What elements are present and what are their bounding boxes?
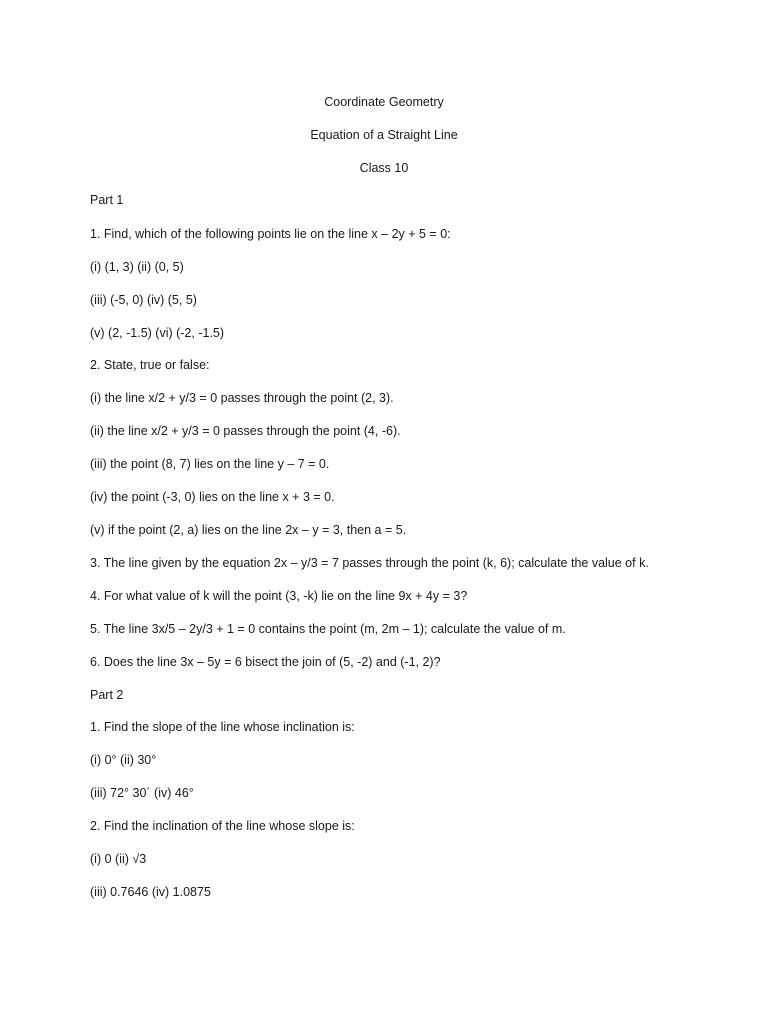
statement-item: (iii) the point (8, 7) lies on the line y – 7 = 0. [90,457,330,471]
statement-item: (v) if the point (2, a) lies on the line 2x – y = 3, then a = 5. [90,523,407,537]
question-options: (iii) 0.7646 (iv) 1.0875 [90,885,211,899]
question-options: (i) 0 (ii) √3 [90,852,147,866]
statement-item: (ii) the line x/2 + y/3 = 0 passes through the point (4, -6). [90,424,401,438]
question-text: 4. For what value of k will the point (3, -k) lie on the line 9x + 4y = 3? [90,589,468,603]
question-options: (i) 0° (ii) 30° [90,753,157,767]
question-text: 3. The line given by the equation 2x – y/3 = 7 passes through the point (k, 6); calculate the value of k. [90,556,649,570]
question-options: (v) (2, -1.5) (vi) (-2, -1.5) [90,326,225,340]
question-options: (iii) (-5, 0) (iv) (5, 5) [90,293,197,307]
question-text: 1. Find, which of the following points lie on the line x – 2y + 5 = 0: [90,227,451,241]
question-options: (iii) 72° 30´ (iv) 46° [90,786,194,800]
question-text: 2. Find the inclination of the line whose slope is: [90,819,355,833]
document-title: Coordinate Geometry [324,95,444,109]
class-label: Class 10 [359,161,409,175]
statement-item: (iv) the point (-3, 0) lies on the line x + 3 = 0. [90,490,335,504]
question-text: 6. Does the line 3x – 5y = 6 bisect the join of (5, -2) and (-1, 2)? [90,655,441,669]
question-text: 5. The line 3x/5 – 2y/3 + 1 = 0 contains the point (m, 2m – 1); calculate the value of m. [90,622,566,636]
document-subtitle: Equation of a Straight Line [310,128,458,142]
section-heading-part-2: Part 2 [90,688,124,702]
question-options: (i) (1, 3) (ii) (0, 5) [90,260,184,274]
question-text: 2. State, true or false: [90,358,210,372]
statement-item: (i) the line x/2 + y/3 = 0 passes through the point (2, 3). [90,391,394,405]
section-heading-part-1: Part 1 [90,193,124,207]
question-text: 1. Find the slope of the line whose inclination is: [90,720,355,734]
